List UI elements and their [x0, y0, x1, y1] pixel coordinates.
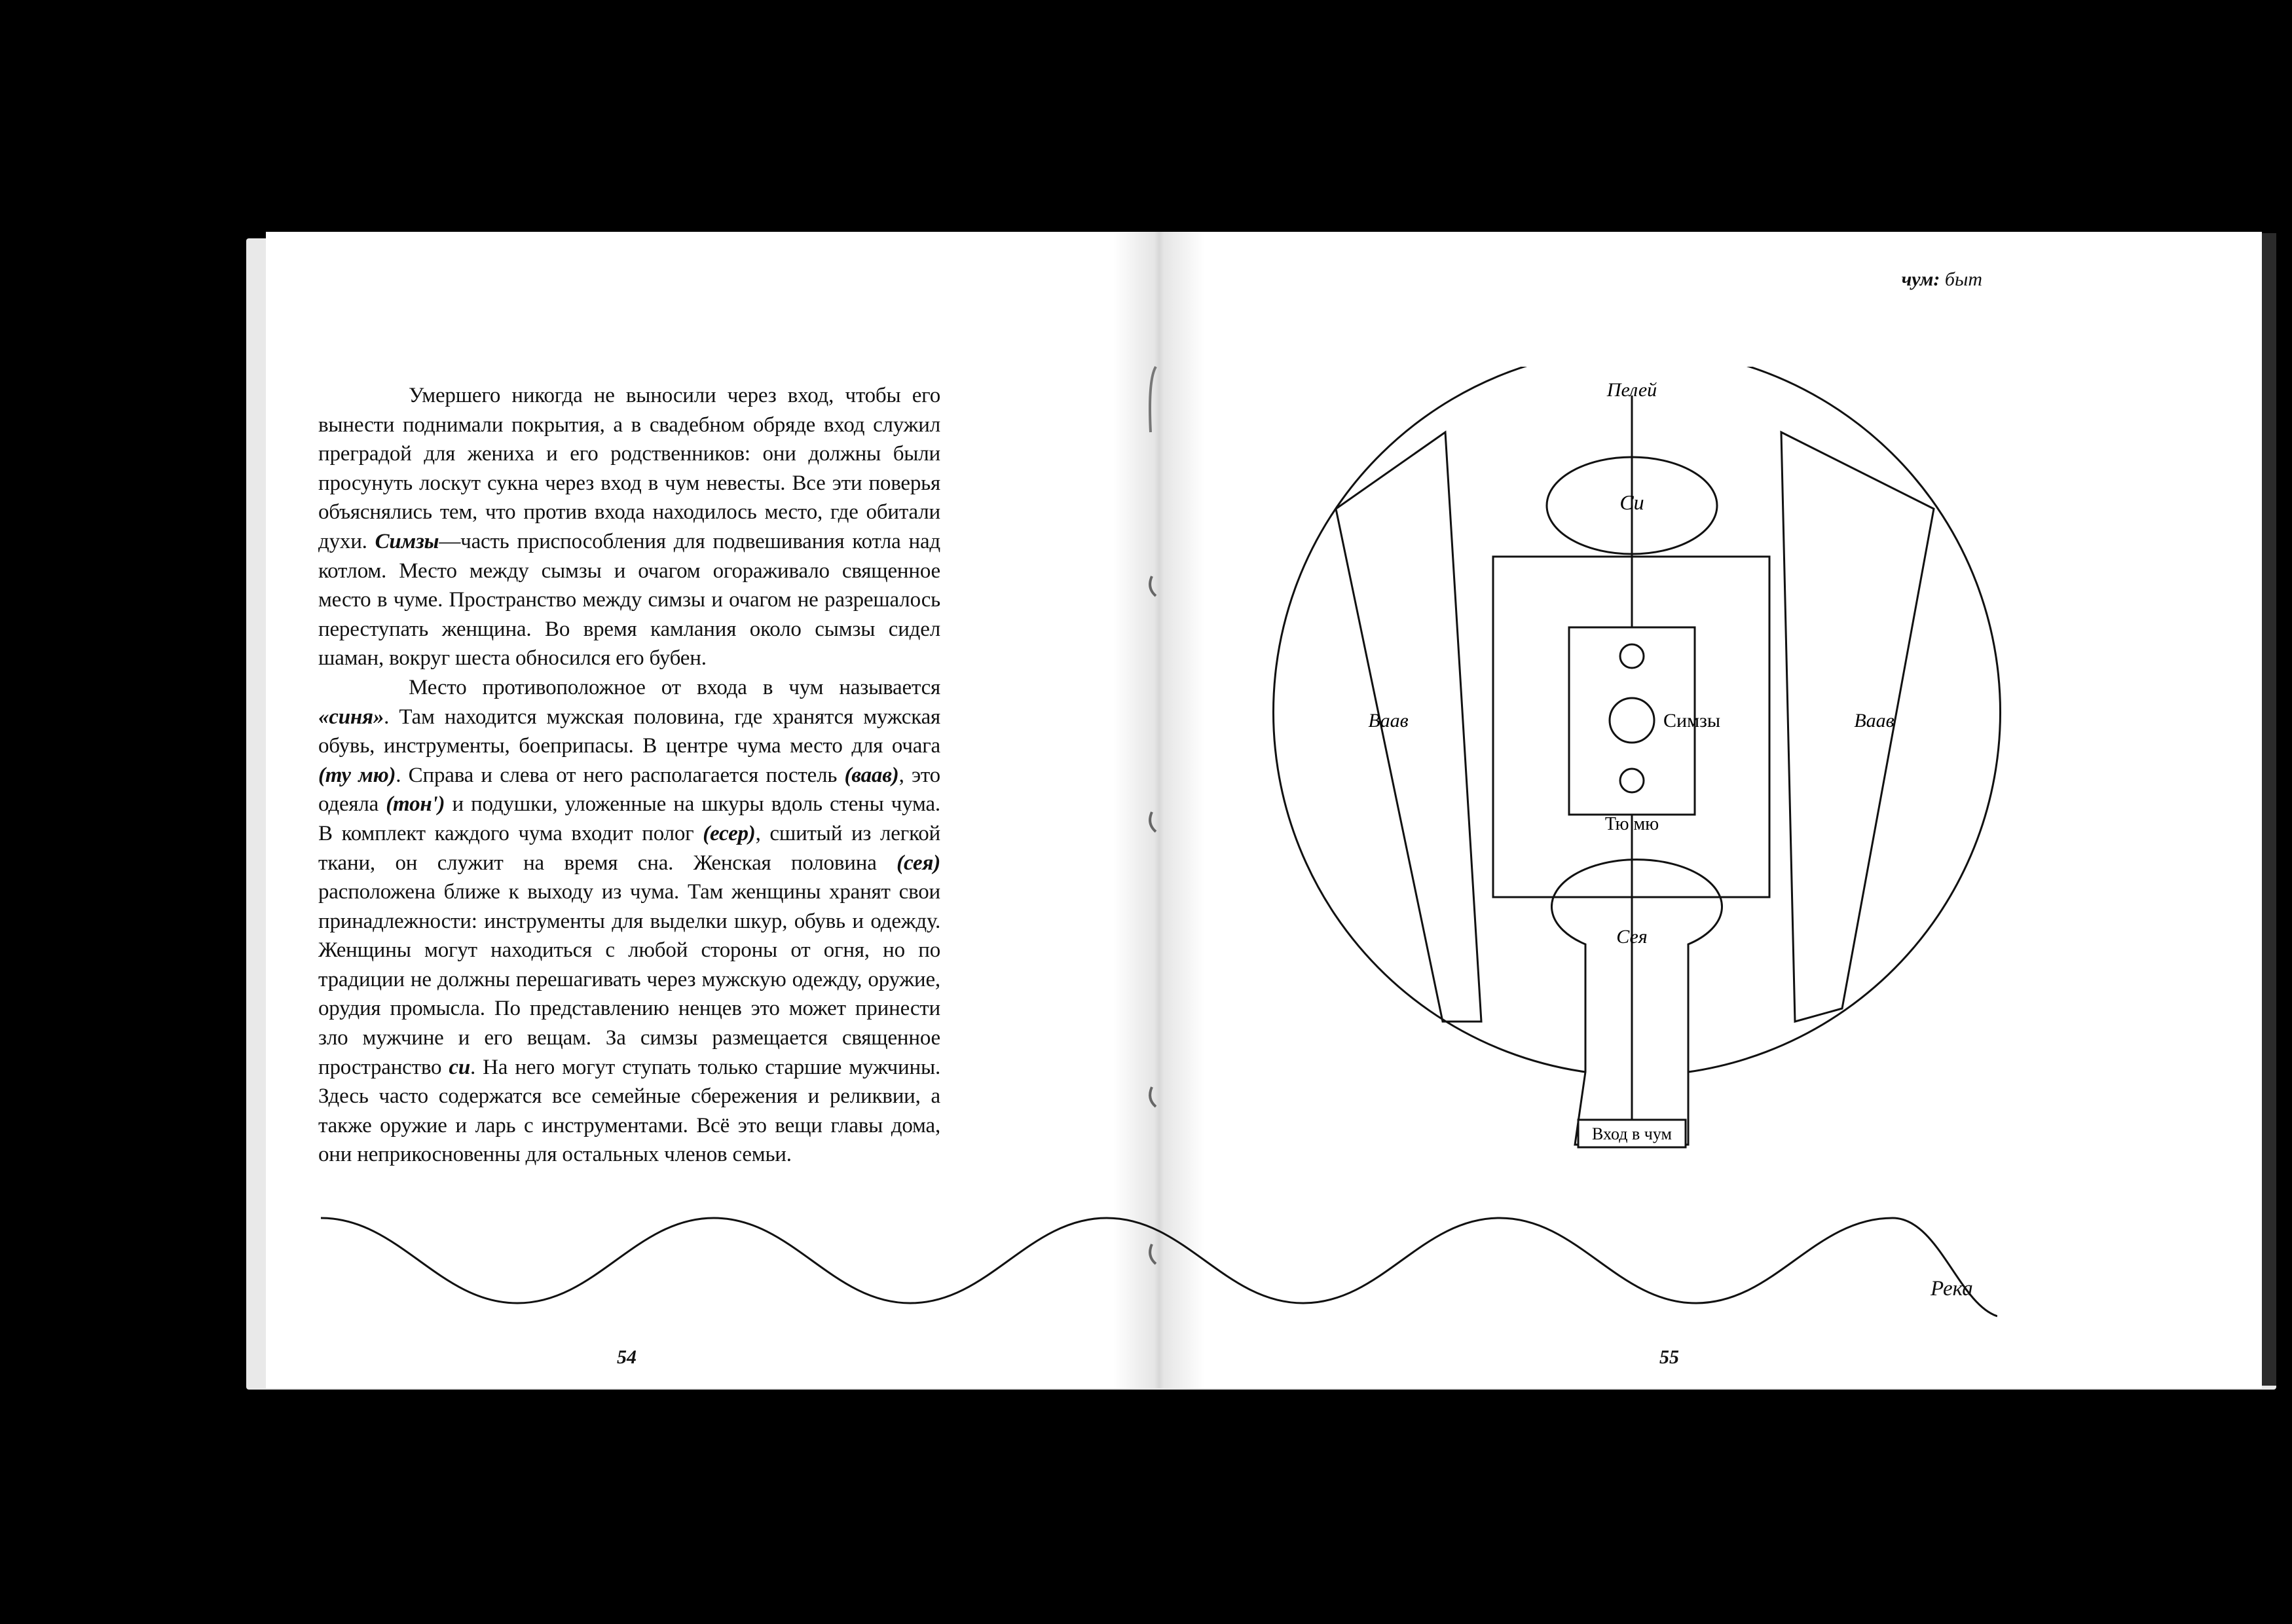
label-vaav-left: Ваав	[1368, 710, 1409, 731]
text-run: . Там находится мужская половина, где хранятся мужская обувь, инструменты, боеприпасы. В центре чума место для очага	[318, 705, 940, 758]
label-pelei: Пелей	[1606, 379, 1657, 401]
label-tyu-myu: Тю мю	[1604, 814, 1659, 834]
label-vaav-right: Ваав	[1854, 710, 1895, 731]
running-head-topic: быт	[1944, 268, 1982, 290]
hearth-center-circle	[1610, 698, 1654, 743]
left-bed-panel	[1336, 432, 1481, 1022]
term-highlight: (тон')	[386, 792, 445, 817]
hearth-top-circle	[1620, 644, 1644, 668]
chum-layout-diagram	[1264, 367, 2050, 1166]
label-seya: Сея	[1616, 926, 1648, 948]
term-highlight: (ваав)	[844, 763, 899, 787]
river-line	[321, 1205, 1997, 1323]
text-run: расположена ближе к выходу из чума. Там женщины хранят свои принадлежности: инструменты для выделки шкур, обувь и одежду. Женщины могут находиться с любой стороны от огня, но по традиции не должны перешагивать через мужскую одежду, оружие, орудия промысла. По представлению ненцев это может принести зло мужчине и его вещам. За симзы размещается священное пространство	[318, 880, 940, 1079]
text-run: . Справа и слева от него располагается постель	[396, 763, 845, 787]
river-label: Река	[1931, 1277, 1973, 1301]
body-paragraph	[318, 673, 940, 1170]
text-run: и подушки, уложенные на шкуры вдоль стены чума. В комплект каждого чума входит полог	[318, 792, 940, 845]
label-entrance: Вход в чум	[1592, 1124, 1672, 1143]
hearth-bottom-circle	[1620, 769, 1644, 792]
term-highlight: Симзы	[375, 529, 439, 553]
text-run: Место противоположное от входа в чум называется	[409, 675, 940, 699]
running-head	[1902, 268, 1982, 291]
page-number-left: 54	[617, 1346, 637, 1368]
body-text	[318, 381, 940, 1170]
text-run: , сшитый из легкой ткани, он служит на время сна. Женская половина	[318, 821, 940, 875]
seya-zone-entrance	[1552, 860, 1722, 1145]
running-head-section: чум:	[1901, 268, 1940, 290]
label-simzy: Симзы	[1663, 710, 1721, 731]
term-highlight: (сея)	[896, 851, 940, 875]
text-run: . На него могут ступать только старшие мужчины. Здесь часто содержатся все семейные сбережения и реликвии, а также оружие и ларь с инструментами. Всё это вещи главы дома, они неприкосновенны для остальных членов семьи.	[318, 1055, 940, 1167]
text-run: Умершего никогда не выносили через вход, чтобы его вынести поднимали покрытия, а в свадебном обряде вход служил преградой для жениха и его родственников: они должны были просунуть лоскут сукна через вход в чум невесты. Все эти поверья объяснялись тем, что против входа находилось место, где обитали духи.	[318, 384, 940, 553]
text-run: , это одеяла	[318, 763, 940, 817]
term-highlight: си	[449, 1055, 471, 1079]
page-number-right: 55	[1659, 1346, 1679, 1368]
term-highlight: (есер)	[703, 821, 756, 845]
term-highlight: «синя»	[318, 705, 384, 729]
binding-stitches	[1143, 354, 1169, 1270]
body-paragraph	[318, 381, 940, 673]
text-run: —часть приспособления для подвешивания котла над котлом. Место между сымзы и очагом огораживало священное место в чуме. Пространство между симзы и очагом не разрешалось переступать женщина. Во время камлания около сымзы сидел шаман, вокруг шеста обносился его бубен.	[318, 529, 940, 671]
label-si: Си	[1619, 490, 1644, 514]
term-highlight: (ту мю)	[318, 763, 396, 787]
